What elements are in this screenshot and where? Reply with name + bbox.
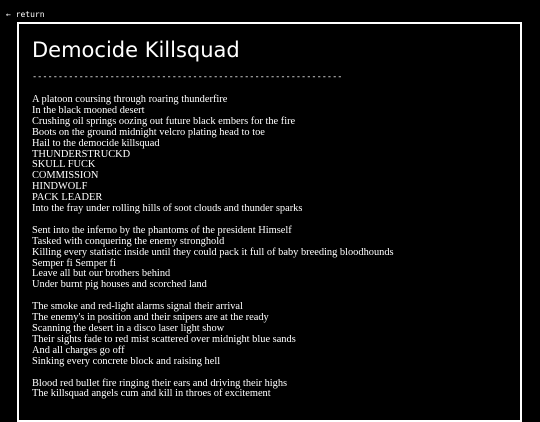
return-link[interactable]: ← return bbox=[6, 10, 45, 19]
poem-line: Scanning the desert in a disco laser light show bbox=[32, 323, 225, 334]
page-title: Democide Killsquad bbox=[32, 38, 240, 62]
poem-line: Semper fi Semper fi bbox=[32, 257, 116, 269]
poem-line: PACK LEADER bbox=[32, 192, 103, 204]
poem-body bbox=[32, 95, 512, 411]
poem-line: SKULL FUCK bbox=[32, 159, 96, 171]
poem-line: Into the fray under rolling hills of soot clouds and thunder sparks bbox=[32, 203, 303, 215]
poem-line: The killsquad angels cum and kill in throes of excitement bbox=[32, 388, 271, 400]
poem-line: Sent into the inferno by the phantoms of the president Himself bbox=[32, 224, 292, 236]
poem-line: A platoon coursing through roaring thunderfire bbox=[32, 94, 228, 105]
poem-line: Killing every statistic inside until they could pack it full of baby breeding bloodhounds bbox=[32, 246, 394, 258]
poem-line: Sinking every concrete block and raising hell bbox=[32, 355, 221, 367]
poem-line: Boots on the ground midnight velcro plating head to toe bbox=[32, 126, 265, 138]
poem-line: Their sights fade to red mist scattered over midnight blue sands bbox=[32, 333, 296, 345]
poem-line: Crushing oil springs oozing out future black embers for the fire bbox=[32, 115, 296, 127]
poem-line: In the black mooned desert bbox=[32, 104, 145, 116]
poem-line: THUNDERSTRUCKD bbox=[32, 148, 131, 160]
title-divider: ------------------------------------------------------------ bbox=[32, 72, 343, 82]
poem-line: HINDWOLF bbox=[32, 181, 88, 193]
stanza-4 bbox=[32, 379, 512, 401]
stanza-3 bbox=[32, 302, 512, 367]
poem-line: And all charges go off bbox=[32, 344, 125, 356]
poem-line: Tasked with conquering the enemy stronghold bbox=[32, 235, 225, 247]
poem-line: The smoke and red-light alarms signal their arrival bbox=[32, 301, 243, 313]
poem-line: Leave all but our brothers behind bbox=[32, 268, 171, 280]
stanza-1 bbox=[32, 95, 512, 215]
poem-line: Hail to the democide killsquad bbox=[32, 137, 160, 149]
poem-line: Blood red bullet fire ringing their ears and driving their highs bbox=[32, 377, 288, 389]
stanza-2 bbox=[32, 226, 512, 291]
poem-line: COMMISSION bbox=[32, 170, 99, 182]
poem-panel bbox=[17, 22, 522, 422]
poem-line: The enemy's in position and their snipers are at the ready bbox=[32, 312, 269, 324]
poem-line: Under burnt pig houses and scorched land bbox=[32, 279, 207, 291]
